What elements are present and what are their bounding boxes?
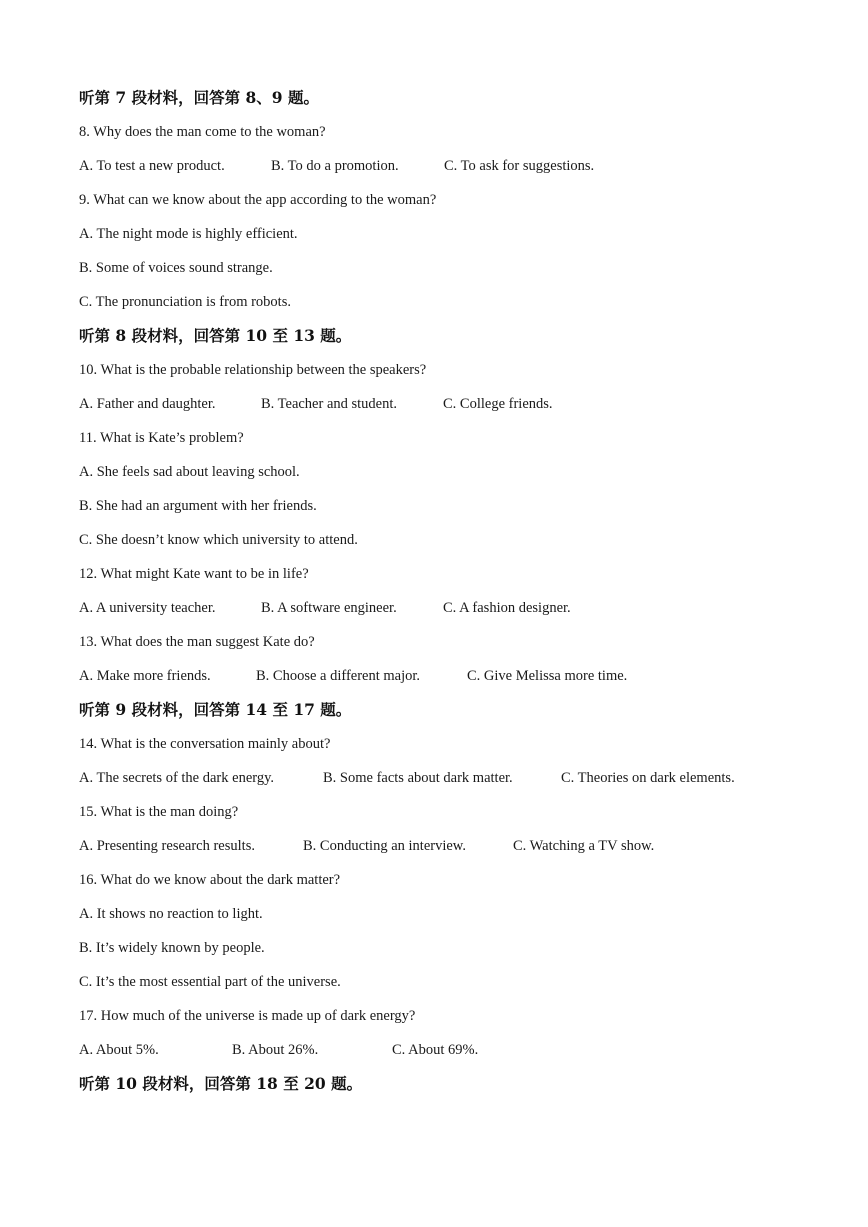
option-a: A. Father and daughter.: [79, 396, 216, 412]
option-b: B. Conducting an interview.: [303, 838, 466, 854]
option-c: C. She doesn’t know which university to attend.: [79, 532, 358, 548]
option-b: B. Teacher and student.: [261, 396, 398, 412]
option-b: B. Choose a different major.: [256, 668, 421, 684]
option-c: C. About 69%.: [392, 1042, 479, 1058]
option-b: B. To do a promotion.: [271, 158, 399, 174]
option-b: B. About 26%.: [232, 1042, 319, 1058]
option-c: C. Watching a TV show.: [513, 838, 655, 854]
option-c: C. A fashion designer.: [443, 600, 571, 616]
option-c: C. Give Melissa more time.: [467, 668, 628, 684]
option-c: C. To ask for suggestions.: [444, 158, 595, 174]
question-text: 10. What is the probable relationship between the speakers?: [79, 362, 427, 378]
option-a: A. She feels sad about leaving school.: [79, 464, 300, 480]
option-a: A. A university teacher.: [79, 600, 216, 616]
option-b: B. Some of voices sound strange.: [79, 260, 273, 276]
option-a: A. Presenting research results.: [79, 838, 255, 854]
section-heading: 听第 8 段材料，回答第 10 至 13 题。: [79, 326, 352, 345]
option-b: B. She had an argument with her friends.: [79, 498, 317, 514]
option-b: B. It’s widely known by people.: [79, 940, 265, 956]
option-a: A. The night mode is highly efficient.: [79, 226, 298, 242]
question-text: 14. What is the conversation mainly about?: [79, 736, 331, 752]
section-heading: 听第 7 段材料，回答第 8、9 题。: [79, 88, 319, 107]
option-a: A. It shows no reaction to light.: [79, 906, 263, 922]
question-text: 13. What does the man suggest Kate do?: [79, 634, 315, 650]
option-c: C. Theories on dark elements.: [561, 770, 735, 786]
question-text: 9. What can we know about the app according to the woman?: [79, 192, 437, 208]
option-a: A. Make more friends.: [79, 668, 211, 684]
question-text: 11. What is Kate’s problem?: [79, 430, 244, 446]
question-text: 15. What is the man doing?: [79, 804, 239, 820]
option-c: C. College friends.: [443, 396, 553, 412]
question-text: 8. Why does the man come to the woman?: [79, 124, 326, 140]
section-heading: 听第 10 段材料，回答第 18 至 20 题。: [79, 1074, 363, 1093]
option-c: C. The pronunciation is from robots.: [79, 294, 291, 310]
option-a: A. To test a new product.: [79, 158, 225, 174]
question-text: 12. What might Kate want to be in life?: [79, 566, 309, 582]
option-a: A. The secrets of the dark energy.: [79, 770, 275, 786]
section-heading: 听第 9 段材料，回答第 14 至 17 题。: [79, 700, 352, 719]
question-text: 17. How much of the universe is made up of dark energy?: [79, 1008, 416, 1024]
question-text: 16. What do we know about the dark matter?: [79, 872, 341, 888]
option-a: A. About 5%.: [79, 1042, 159, 1058]
option-b: B. A software engineer.: [261, 600, 397, 616]
option-b: B. Some facts about dark matter.: [323, 770, 513, 786]
option-c: C. It’s the most essential part of the universe.: [79, 974, 341, 990]
